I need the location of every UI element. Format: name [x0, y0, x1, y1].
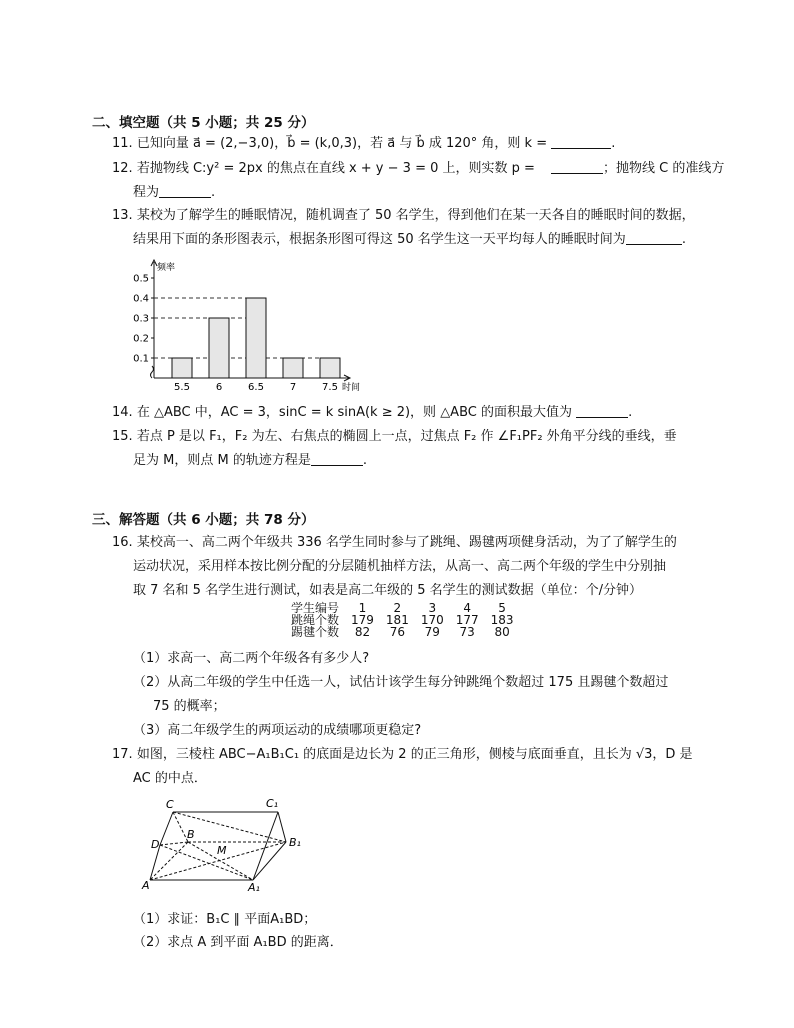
x-tick-label: 5.5 [174, 382, 190, 393]
row-header: 踢毽个数 [291, 625, 340, 639]
bar-6 [209, 318, 229, 378]
answer-blank [551, 160, 603, 174]
question-15: 15. 若点 P 是以 F₁，F₂ 为左、右焦点的椭圆上一点，过焦点 F₂ 作 ∠F₁PF₂ 外角平分线的垂线，垂 [112, 429, 677, 444]
axis-break [151, 366, 154, 378]
section-heading-fill-blank: 二、填空题（共 5 小题；共 25 分） [92, 115, 315, 131]
question-11: 11. 已知向量 a⃗ = (2,−3,0)，b⃗ = (k,0,3)，若 a⃗ 与 b⃗ 成 120° 角，则 k = . [112, 136, 616, 151]
test-data-table [285, 602, 520, 638]
answer-blank [576, 404, 628, 418]
question-12-cont: 程为 . [133, 185, 216, 200]
y-tick-label: 0.5 [133, 273, 149, 285]
question-number: 11. [112, 136, 133, 151]
label-C: C [166, 798, 174, 811]
table-cell: 5 [498, 601, 506, 615]
table-cell: 1 [358, 601, 367, 615]
question-16: 16. 某校高一、高二两个年级共 336 名学生同时参与了跳绳、踢毽两项健身活动，为了了解学生的 [112, 535, 677, 550]
x-tick-label: 6 [215, 382, 223, 393]
table-cell: 4 [463, 601, 471, 615]
x-tick-label: 7 [289, 382, 297, 393]
row-header: 学生编号 [291, 601, 340, 615]
bar-7.5 [320, 358, 340, 378]
table-cell: 181 [385, 613, 409, 627]
row-header: 跳绳个数 [291, 613, 340, 627]
question-17-part1: （1）求证：B₁C ∥ 平面A₁BD； [133, 912, 317, 927]
table-cell: 3 [428, 601, 437, 615]
label-D: D [151, 838, 160, 851]
edge-c-d [160, 812, 173, 845]
table-cell: 73 [459, 625, 475, 639]
question-17-cont: AC 的中点． [133, 771, 207, 786]
question-16-part2-cont: 75 的概率； [153, 699, 226, 714]
edge-d-b [160, 842, 188, 845]
edge-a1-b1 [253, 842, 286, 880]
question-14: 14. 在 △ABC 中，AC = 3，sinC = k sinA(k ≥ 2)，则 △ABC 的面积最大值为 . [112, 405, 633, 420]
prism-diagram [140, 798, 320, 894]
bar-5.5 [172, 358, 192, 378]
label-B1: B₁ [289, 836, 301, 849]
question-16-part2: （2）从高二年级的学生中任选一人，试估计该学生每分钟跳绳个数超过 175 且踢毽个数超过 [133, 675, 669, 690]
y-tick-label: 0.1 [133, 353, 149, 365]
question-16-part1: （1）求高一、高二两个年级各有多少人? [133, 651, 370, 666]
question-13: 13. 某校为了解学生的睡眠情况，随机调查了 50 名学生，得到他们在某一天各自的睡眠时间的数据， [112, 208, 695, 223]
y-tick-label: 0.2 [133, 333, 149, 345]
answer-blank [551, 135, 611, 149]
section-heading-solve: 三、解答题（共 6 小题；共 78 分） [92, 512, 315, 528]
edge-c-b [173, 812, 188, 842]
question-17-part2: （2）求点 A 到平面 A₁BD 的距离． [133, 935, 343, 950]
label-C1: C₁ [266, 798, 279, 810]
bar-6.5 [246, 298, 266, 378]
table-cell: 80 [494, 625, 510, 639]
question-16-line2: 运动状况，采用样本按比例分配的分层随机抽样方法，从高一、高二两个年级的学生中分别抽 [133, 559, 667, 574]
answer-blank [159, 184, 211, 198]
table-cell: 179 [351, 613, 374, 627]
bar-7 [283, 358, 303, 378]
question-17: 17. 如图，三棱柱 ABC−A₁B₁C₁ 的底面是边长为 2 的正三角形，侧棱与底面垂直，且长为 √3，D 是 [112, 747, 693, 762]
sleep-time-bar-chart [128, 256, 378, 396]
diag-d-a1 [160, 845, 253, 880]
question-16-line3: 取 7 名和 5 名学生进行测试，如表是高二年级的 5 名学生的测试数据（单位：个/分钟） [133, 583, 642, 598]
table-cell: 177 [455, 613, 479, 627]
answer-blank [311, 452, 363, 466]
table-cell: 2 [393, 601, 402, 615]
edge-c1-a1 [253, 812, 278, 880]
table-cell: 82 [354, 625, 371, 639]
label-M: M [217, 844, 227, 857]
x-tick-label: 6.5 [248, 382, 264, 393]
label-A1: A₁ [248, 881, 260, 894]
x-axis-label: 时间 [342, 383, 361, 393]
label-A: A [142, 879, 150, 892]
question-15-cont: 足为 M，则点 M 的轨迹方程是 . [133, 453, 367, 468]
label-B: B [187, 828, 195, 841]
question-13-cont: 结果用下面的条形图表示，根据条形图可得这 50 名学生这一天平均每人的睡眠时间为 . [133, 232, 686, 247]
question-text: 已知向量 a⃗ = (2,−3,0)，b⃗ = (k,0,3)，若 a⃗ 与 b⃗ 成 120° 角，则 k = [136, 136, 548, 151]
table-cell: 76 [389, 625, 406, 639]
y-axis-label: 频率 [157, 263, 176, 273]
y-tick-label: 0.4 [133, 293, 149, 305]
question-12: 12. 若抛物线 C:y² = 2px 的焦点在直线 x + y − 3 = 0 上，则实数 p = ；抛物线 C 的准线方 [112, 161, 725, 176]
table-cell: 170 [420, 613, 444, 627]
edge-b1-c1 [278, 812, 286, 842]
table-cell: 79 [424, 625, 440, 639]
y-tick-label: 0.3 [133, 313, 149, 325]
table-row [285, 626, 520, 638]
answer-blank [626, 231, 682, 245]
table-cell: 183 [490, 613, 514, 627]
question-16-part3: （3）高二年级学生的两项运动的成绩哪项更稳定? [133, 723, 422, 738]
x-tick-label: 7.5 [322, 382, 338, 393]
